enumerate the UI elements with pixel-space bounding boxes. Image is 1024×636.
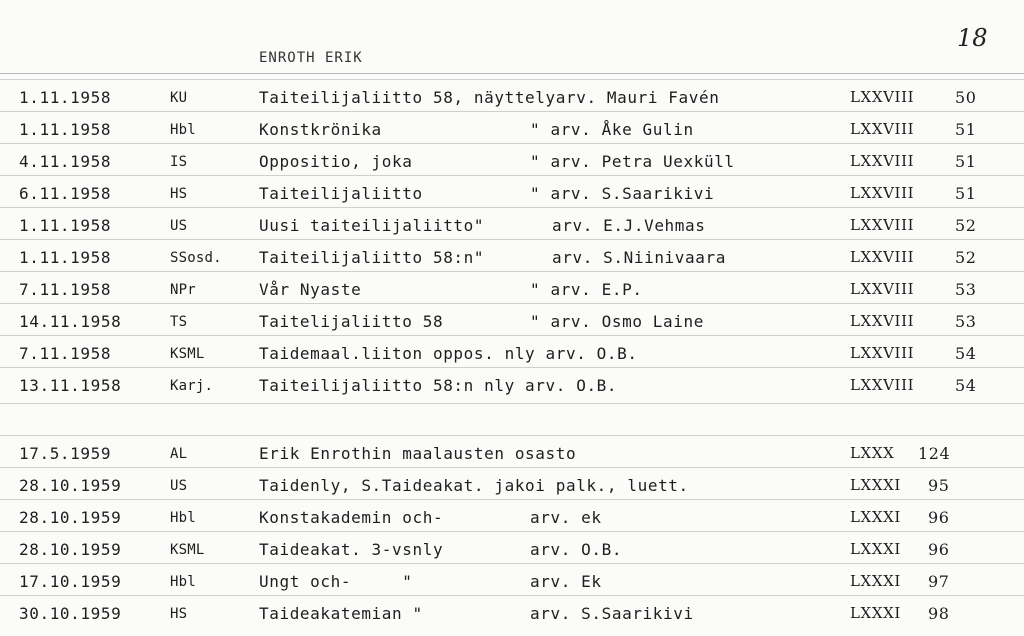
row-date: 28.10.1959 <box>19 540 122 559</box>
row-page: 96 <box>928 540 950 559</box>
row-title: Konstkrönika <box>259 120 382 139</box>
row-reviewer: arv. Ek <box>530 572 602 591</box>
table-row <box>0 467 1024 500</box>
row-title: Taiteilijaliitto 58:n nly arv. O.B. <box>259 376 618 395</box>
table-row <box>0 303 1024 336</box>
row-title: Uusi taiteilijaliitto" <box>259 216 485 235</box>
row-ref: LXXX <box>850 444 895 462</box>
header-divider <box>0 73 1024 74</box>
table-row <box>0 563 1024 596</box>
row-source: KSML <box>170 542 205 558</box>
table-row <box>0 435 1024 468</box>
row-date: 6.11.1958 <box>19 184 112 203</box>
row-date: 1.11.1958 <box>19 248 112 267</box>
row-source: US <box>170 478 188 494</box>
row-date: 1.11.1958 <box>19 120 112 139</box>
table-row <box>0 367 1024 400</box>
row-reviewer: " arv. S.Saarikivi <box>530 184 715 203</box>
row-ref: LXXVIII <box>850 184 915 202</box>
row-date: 28.10.1959 <box>19 508 122 527</box>
row-reviewer: arv. ek <box>530 508 602 527</box>
row-page: 52 <box>955 248 977 267</box>
row-source: KU <box>170 90 188 106</box>
table-row <box>0 499 1024 532</box>
row-title: Taideakat. 3-vsnly <box>259 540 444 559</box>
row-reviewer: arv. S.Saarikivi <box>530 604 694 623</box>
row-date: 17.5.1959 <box>19 444 112 463</box>
row-title: Konstakademin och- <box>259 508 444 527</box>
row-date: 4.11.1958 <box>19 152 112 171</box>
row-reviewer: " arv. Petra Uexküll <box>530 152 735 171</box>
row-reviewer: arv. S.Niinivaara <box>552 248 726 267</box>
row-page: 96 <box>928 508 950 527</box>
table-row <box>0 79 1024 112</box>
row-source: NPr <box>170 282 196 298</box>
row-date: 13.11.1958 <box>19 376 122 395</box>
row-date: 1.11.1958 <box>19 216 112 235</box>
row-date: 17.10.1959 <box>19 572 122 591</box>
row-title: Ungt och- " <box>259 572 413 591</box>
table-row <box>0 531 1024 564</box>
table-row <box>0 335 1024 368</box>
row-ref: LXXVIII <box>850 248 915 266</box>
row-title: Taiteilijaliitto <box>259 184 423 203</box>
row-page: 53 <box>955 312 977 331</box>
row-source: TS <box>170 314 188 330</box>
row-reviewer: " arv. E.P. <box>530 280 643 299</box>
row-source: Hbl <box>170 574 196 590</box>
table-row <box>0 143 1024 176</box>
row-ref: LXXVIII <box>850 216 915 234</box>
row-source: US <box>170 218 188 234</box>
row-ref: LXXXI <box>850 476 901 494</box>
row-ref: LXXVIII <box>850 280 915 298</box>
row-page: 54 <box>955 376 977 395</box>
row-source: Karj. <box>170 378 214 394</box>
row-title: Taidemaal.liiton oppos. nly arv. O.B. <box>259 344 638 363</box>
row-page: 50 <box>955 88 977 107</box>
row-ref: LXXVIII <box>850 376 915 394</box>
row-ref: LXXVIII <box>850 152 915 170</box>
row-ref: LXXXI <box>850 572 901 590</box>
row-source: SSosd. <box>170 250 222 266</box>
row-title: Taiteilijaliitto 58:n" <box>259 248 485 267</box>
row-source: Hbl <box>170 510 196 526</box>
row-source: Hbl <box>170 122 196 138</box>
table-row <box>0 175 1024 208</box>
row-date: 14.11.1958 <box>19 312 122 331</box>
card-page-number: 18 <box>957 24 988 52</box>
row-page: 53 <box>955 280 977 299</box>
row-page: 51 <box>955 184 977 203</box>
row-date: 7.11.1958 <box>19 344 112 363</box>
row-reviewer: arv. O.B. <box>530 540 623 559</box>
table-row <box>0 595 1024 628</box>
row-title: Taitelijaliitto 58 <box>259 312 444 331</box>
row-ref: LXXXI <box>850 540 901 558</box>
table-row <box>0 207 1024 240</box>
row-page: 98 <box>928 604 950 623</box>
row-date: 7.11.1958 <box>19 280 112 299</box>
row-source: HS <box>170 186 188 202</box>
row-title: Oppositio, joka <box>259 152 413 171</box>
row-page: 51 <box>955 120 977 139</box>
row-title: Taideakatemian " <box>259 604 423 623</box>
row-source: HS <box>170 606 188 622</box>
table-row <box>0 271 1024 304</box>
row-ref: LXXXI <box>850 604 901 622</box>
row-page: 95 <box>928 476 950 495</box>
row-page: 52 <box>955 216 977 235</box>
row-ref: LXXVIII <box>850 120 915 138</box>
row-title: Taiteilijaliitto 58, näyttelyarv. Mauri Favén <box>259 88 720 107</box>
row-page: 97 <box>928 572 950 591</box>
row-date: 30.10.1959 <box>19 604 122 623</box>
card-title: ENROTH ERIK <box>259 50 363 66</box>
row-page: 51 <box>955 152 977 171</box>
row-source: IS <box>170 154 188 170</box>
blank-row <box>0 403 1024 436</box>
row-source: AL <box>170 446 188 462</box>
row-page: 54 <box>955 344 977 363</box>
row-title: Vår Nyaste <box>259 280 362 299</box>
row-reviewer: " arv. Åke Gulin <box>530 120 694 139</box>
table-row <box>0 111 1024 144</box>
row-title: Taidenly, S.Taideakat. jakoi palk., luett. <box>259 476 689 495</box>
table-row <box>0 239 1024 272</box>
row-ref: LXXXI <box>850 508 901 526</box>
row-ref: LXXVIII <box>850 344 915 362</box>
row-ref: LXXVIII <box>850 312 915 330</box>
row-date: 1.11.1958 <box>19 88 112 107</box>
row-date: 28.10.1959 <box>19 476 122 495</box>
row-source: KSML <box>170 346 205 362</box>
row-page: 124 <box>918 444 951 463</box>
row-ref: LXXVIII <box>850 88 915 106</box>
row-reviewer: " arv. Osmo Laine <box>530 312 704 331</box>
row-reviewer: arv. E.J.Vehmas <box>552 216 706 235</box>
row-title: Erik Enrothin maalausten osasto <box>259 444 577 463</box>
